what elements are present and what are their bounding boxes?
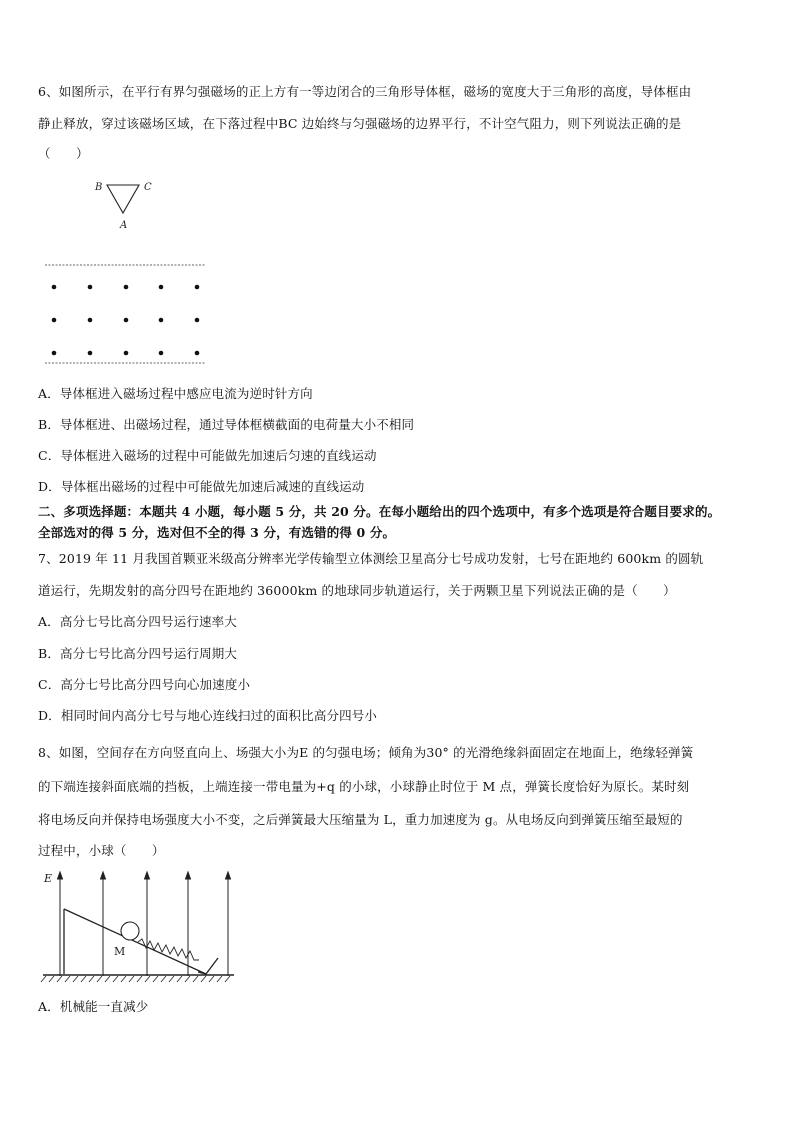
- q6-stem-line-2: 静止释放，穿过该磁场区域，在下落过程中BC 边始终与匀强磁场的边界平行，不计空气阻力，则下列说法正确的是: [38, 116, 682, 131]
- section2-instructions-line-1: 二、多项选择题：本题共 4 小题，每小题 5 分，共 20 分。在每小题给出的四个选项中，有多个选项是符合题目要求的。: [38, 504, 721, 519]
- ground-hatching: [41, 976, 230, 982]
- q8-stem-line-4: 过程中，小球（ ）: [38, 843, 165, 858]
- q8-stem-line-2: 的下端连接斜面底端的挡板，上端连接一带电量为+q 的小球，小球静止时位于 M 点，弹簧长度恰好为原长。某时刻: [38, 779, 690, 794]
- q7-option-b: B．高分七号比高分四号运行周期大: [38, 646, 238, 661]
- q7-stem-line-2: 道运行，先期发射的高分四号在距地约 36000km 的地球同步轨道运行，关于两颗卫星下列说法正确的是（ ）: [38, 583, 676, 598]
- q8-option-a: A．机械能一直减少: [38, 999, 149, 1014]
- q6-figure-triangle-magnetic-field: [40, 176, 220, 366]
- q7-option-d: D．相同时间内高分七号与地心连线扫过的面积比高分四号小: [38, 708, 378, 723]
- triangle-label-b: B: [95, 182, 103, 193]
- triangle-label-c: C: [144, 182, 152, 193]
- q6-option-b: B．导体框进、出磁场过程，通过导体框横截面的电荷量大小不相同: [38, 417, 415, 432]
- ball-label-m: M: [114, 945, 126, 958]
- q8-figure-incline-spring: [38, 868, 238, 986]
- q7-stem-line-1: 7、2019 年 11 月我国首颗亚米级高分辨率光学传输型立体测绘卫星高分七号成功发射，七号在距地约 600km 的圆轨: [38, 551, 704, 566]
- q6-option-a: A．导体框进入磁场过程中感应电流为逆时针方向: [38, 386, 313, 401]
- q6-stem-line-1: 6、如图所示，在平行有界匀强磁场的正上方有一等边闭合的三角形导体框，磁场的宽度大于三角形的高度，导体框由: [38, 84, 692, 99]
- q8-stem-line-1: 8、如图，空间存在方向竖直向上、场强大小为E 的匀强电场；倾角为30° 的光滑绝缘斜面固定在地面上，绝缘轻弹簧: [38, 745, 694, 760]
- field-label-e: E: [44, 872, 53, 885]
- triangle-label-a: A: [120, 220, 128, 231]
- q6-option-d: D．导体框出磁场的过程中可能做先加速后减速的直线运动: [38, 479, 365, 494]
- magnetic-field-dots: [52, 285, 200, 356]
- q7-option-c: C．高分七号比高分四号向心加速度小: [38, 677, 251, 692]
- q8-stem-line-3: 将电场反向并保持电场强度大小不变，之后弹簧最大压缩量为 L，重力加速度为 g。从电场反向到弹簧压缩至最短的: [38, 812, 683, 827]
- section2-instructions-line-2: 全部选对的得 5 分，选对但不全的得 3 分，有选错的得 0 分。: [38, 525, 396, 540]
- incline: [64, 909, 206, 974]
- charged-ball: [121, 922, 139, 940]
- q7-option-a: A．高分七号比高分四号运行速率大: [38, 614, 237, 629]
- q6-stem-line-3: （ ）: [38, 146, 89, 161]
- electric-field-lines: [58, 872, 231, 976]
- triangle-frame: [107, 185, 139, 213]
- q6-option-c: C．导体框进入磁场的过程中可能做先加速后匀速的直线运动: [38, 448, 377, 463]
